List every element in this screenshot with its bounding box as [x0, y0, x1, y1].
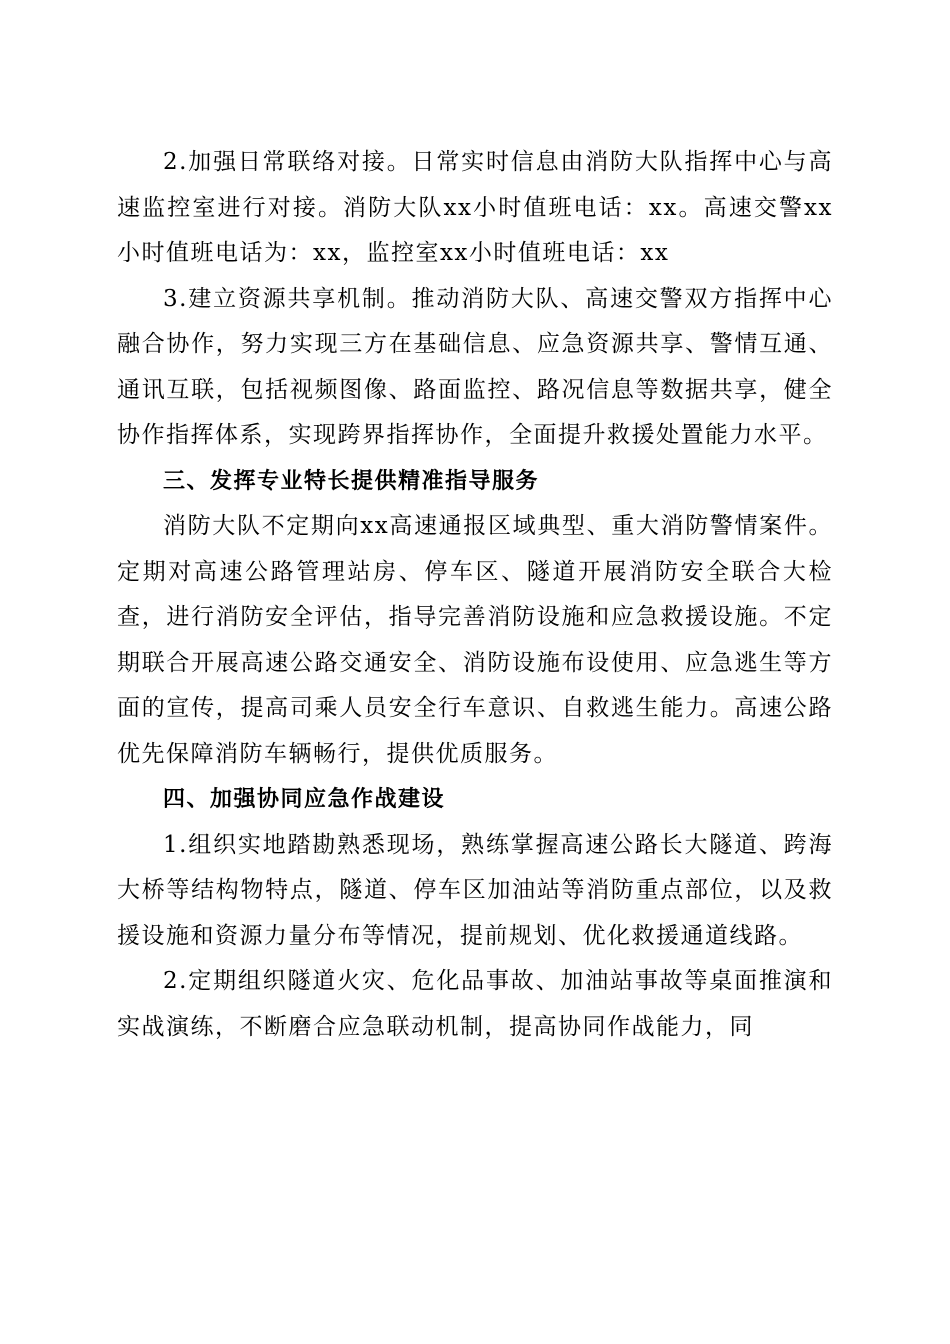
paragraph-site-survey: 1.组织实地踏勘熟悉现场，熟练掌握高速公路长大隧道、跨海大桥等结构物特点，隧道、停车区加油站等消防重点部位，以及救援设施和资源力量分布等情况，提前规划、优化救援通道线路。 [117, 831, 833, 949]
section-heading-4: 四、加强协同应急作战建设 [163, 787, 446, 812]
section-heading-3: 三、发挥专业特长提供精准指导服务 [163, 468, 540, 494]
paragraph-drills: 2.定期组织隧道火灾、危化品事故、加油站事故等桌面推演和实战演练，不断磨合应急联动机制，提高协同作战能力，同 [117, 968, 833, 1040]
paragraph-guidance-service: 消防大队不定期向xx高速通报区域典型、重大消防警情案件。定期对高速公路管理站房、停车区、隧道开展消防安全联合大检查，进行消防安全评估，指导完善消防设施和应急救援设施。不定期联合开展高速公路交通安全、消防设施布设使用、应急逃生等方面的宣传，提高司乘人员安全行车意识、自救逃生能力。高速公路优先保障消防车辆畅行，提供优质服务。 [117, 513, 833, 767]
paragraph-liaison: 2.加强日常联络对接。日常实时信息由消防大队指挥中心与高速监控室进行对接。消防大队xx小时值班电话：xx。高速交警xx小时值班电话为：xx，监控室xx小时值班电话：xx [117, 149, 833, 266]
document-body [117, 140, 833, 1050]
paragraph-resource-sharing: 3.建立资源共享机制。推动消防大队、高速交警双方指挥中心融合协作，努力实现三方在基础信息、应急资源共享、警情互通、通讯互联，包括视频图像、路面监控、路况信息等数据共享，健全协作指挥体系，实现跨界指挥协作，全面提升救援处置能力水平。 [117, 285, 833, 448]
